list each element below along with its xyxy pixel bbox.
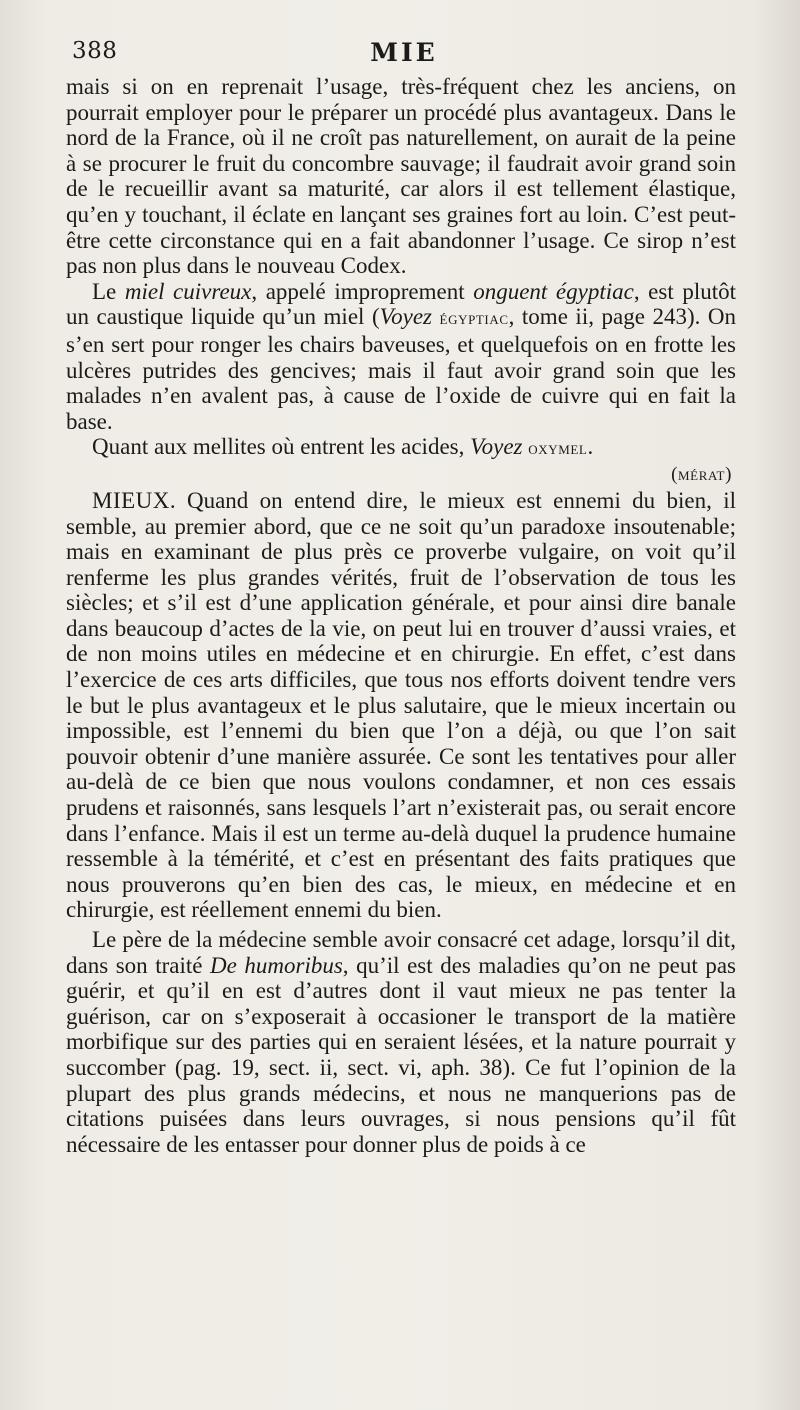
text-run: , est plutôt un caustique liquide qu’un miel ( [66,278,736,330]
page-header [72,38,736,72]
cross-reference-target: oxymel [528,438,588,460]
italic-term: miel cuivreux [124,278,252,304]
text-run [432,304,440,329]
page-number: 388 [72,38,118,64]
cross-reference-target: égyptiac [439,308,509,330]
italic-term: onguent égyptiac [473,278,634,304]
page-body [66,74,736,1157]
cross-reference-voyez: Voyez [379,304,432,330]
text-run: . [587,434,594,460]
cross-reference-voyez: Voyez [470,434,523,460]
entry-headword: MIEUX [92,487,170,513]
italic-title: De humoribus [210,952,343,978]
text-run: Le père de la médecine semble avoir consacré cet adage, lorsqu’il dit, dans son traité [66,927,736,978]
paragraph-mellites [66,434,736,462]
text-run: , appelé improprement [251,278,474,304]
text-run: . Quand on entend dire, le mieux est ennemi du bien, il semble, au premier abord, que ce ne soit qu’un paradoxe insoutenable; mais en examinant de plus près ce proverbe vulgaire, on voit qu’il renferme les plus grandes vérités, fruit de l’observation de tous les siècles; et s’il est d’une application générale, et pour ainsi dire banale dans beaucoup d’actes de la vie, on peut lui en trouver d’aussi vraies, et de non moins utiles en médecine et en chirurgie. En effet, c’est dans l’exercice de ces arts difficiles, que tous nos efforts doivent tendre vers le but le plus avantageux et le plus salutaire, que le mieux incertain ou impossible, est l’ennemi du bien que l’on a déjà, ou que l’on sait pouvoir obtenir d’une manière assurée. Ce sont les tentatives pour aller au-delà de ce bien que nous voulons condamner, et non ces essais prudens et raisonnés, sans lesquels l’art n’existerait pas, ou serait encore dans l’enfance. Mais il est un terme au-delà duquel la prudence humaine ressemble à la témérité, et c’est en présentant des faits pratiques que nous prouverons qu’en bien des cas, le mieux, en médecine et en chirurgie, est réellement ennemi du bien. [66,487,736,923]
paragraph-continuation: mais si on en reprenait l’usage, très-fréquent chez les anciens, on pourrait employer pour le préparer un procédé plus avantageux. Dans le nord de la France, où il ne croît pas naturellement, on aurait de la peine à se procurer le fruit du concombre sauvage; il faudrait avoir grand soin de le recueillir avant sa maturité, car alors il est tellement élastique, qu’en y touchant, il éclate en lançant ses graines fort au loin. C’est peut-être cette circonstance qui en a fait abandonner l’usage. Ce sirop n’est pas non plus dans le nouveau Codex. [66,74,736,279]
text-run: , qu’il est des maladies qu’on ne peut pas guérir, et qu’il en est d’autres dont il vaut mieux ne pas tenter la guérison, car on s’exposerait à occasioner le transport de la matière morbifique sur des parties qui en seraient lésées, et la nature pourrait y succomber (pag. 19, sect. ii, sect. vi, aph. 38). Ce fut l’opinion de la plupart des plus grands médecins, et nous ne manquerions pas de citations puisées dans leurs ouvrages, si nous pensions qu’il fût nécessaire de les entasser pour donner plus de poids à ce [66,952,736,1157]
running-title: MIE [370,38,438,67]
author-signature: (mérat) [671,463,732,485]
paragraph-miel-cuivreux [66,279,736,435]
text-run: Quant aux mellites où entrent les acides, [92,434,471,460]
text-run: , tome ii, page 243). On s’en sert pour ronger les chairs baveuses, et quelquefois on en frotte les ulcères putrides des gencives; mais il faut avoir grand soin que les malades n’en avalent pas, à cause de l’oxide de cuivre qui en fait la base. [66,304,737,434]
entry-mieux [66,488,736,923]
paragraph-pere-medecine [66,927,736,1157]
text-run: Le [92,278,125,304]
